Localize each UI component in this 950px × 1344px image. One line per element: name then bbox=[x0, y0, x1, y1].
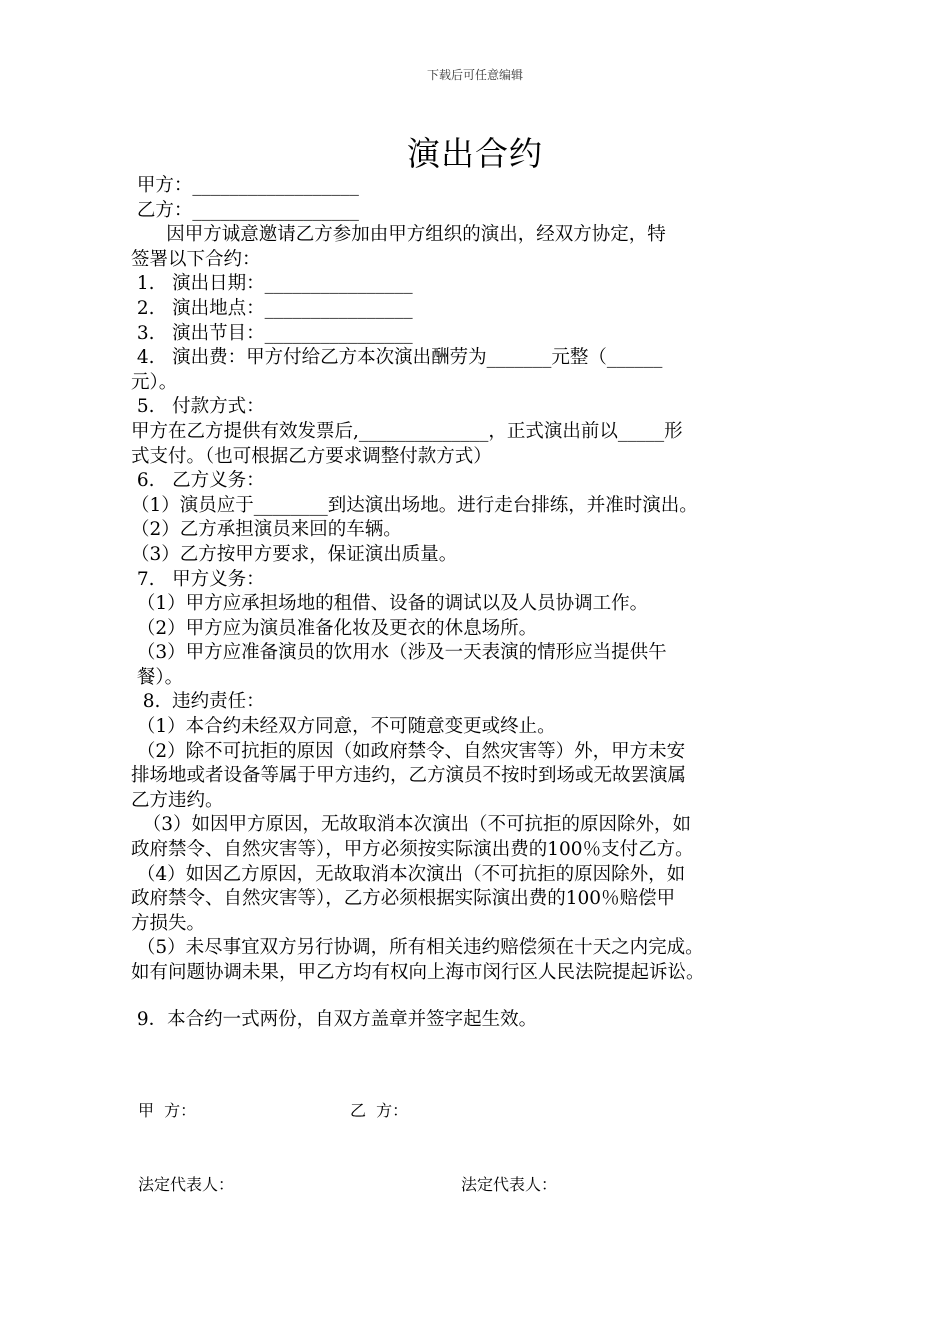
text-line: （2）除不可抗拒的原因（如政府禁令、自然灾害等）外，甲方未安 bbox=[131, 740, 686, 762]
page-header-note: 下载后可任意编辑 bbox=[426, 68, 523, 82]
text-line: 2. 演出地点：________________ bbox=[131, 297, 413, 319]
text-line: 乙方违约。 bbox=[131, 789, 224, 811]
party-a-label: 甲 方： bbox=[138, 1101, 197, 1120]
text-line: 4. 演出费：甲方付给乙方本次演出酬劳为_______元整（______ bbox=[131, 347, 663, 369]
text-line: （2）甲方应为演员准备化妆及更衣的休息场所。 bbox=[131, 617, 538, 639]
party-b-label: 乙 方： bbox=[350, 1101, 409, 1120]
text-line: 元）。 bbox=[131, 371, 178, 393]
text-line: 方损失。 bbox=[131, 912, 206, 934]
text-line: 式支付。（也可根据乙方要求调整付款方式） bbox=[131, 445, 492, 467]
representative-a-label: 法定代表人： bbox=[138, 1175, 235, 1194]
text-line: 5. 付款方式： bbox=[131, 396, 265, 418]
text-line: （3）乙方按甲方要求，保证演出质量。 bbox=[131, 543, 458, 565]
text-line: 8. 违约责任： bbox=[131, 691, 265, 713]
text-line: 餐）。 bbox=[131, 666, 184, 688]
text-line: 甲方在乙方提供有效发票后,______________，正式演出前以_____形 bbox=[131, 420, 683, 442]
text-line: （1）演员应于________到达演出场地。进行走台排练，并准时演出。 bbox=[131, 494, 698, 516]
text-line: 政府禁令、自然灾害等），乙方必须根据实际演出费的100％赔偿甲 bbox=[131, 888, 676, 910]
text-line: 如有问题协调未果，甲乙方均有权向上海市闵行区人民法院提起诉讼。 bbox=[131, 962, 705, 983]
text-line: 乙方：__________________ bbox=[131, 199, 359, 221]
contract-body bbox=[131, 174, 821, 1032]
text-line: （3）如因甲方原因，无故取消本次演出（不可抗拒的原因除外，如 bbox=[131, 814, 692, 836]
text-line: （5）未尽事宜双方另行协调，所有相关违约赔偿须在十天之内完成。 bbox=[131, 937, 704, 959]
representative-b-label: 法定代表人： bbox=[461, 1175, 558, 1194]
text-line: 甲方：__________________ bbox=[131, 175, 359, 196]
text-line: 签署以下合约： bbox=[131, 248, 261, 270]
clause-9: 9．本合约一式两份，自双方盖章并签字起生效。 bbox=[131, 1008, 538, 1030]
text-line: 3. 演出节目：________________ bbox=[131, 322, 413, 344]
text-line: 6. 乙方义务： bbox=[131, 470, 265, 492]
text-line: 因甲方诚意邀请乙方参加由甲方组织的演出，经双方协定，特 bbox=[131, 224, 666, 246]
text-line: （1）甲方应承担场地的租借、设备的调试以及人员协调工作。 bbox=[131, 593, 649, 615]
text-line: 7. 甲方义务： bbox=[131, 568, 265, 590]
text-line: （2）乙方承担演员来回的车辆。 bbox=[131, 519, 402, 541]
text-line: （3）甲方应准备演员的饮用水（涉及一天表演的情形应当提供午 bbox=[131, 642, 667, 664]
text-line: 政府禁令、自然灾害等），甲方必须按实际演出费的100％支付乙方。 bbox=[131, 839, 694, 861]
document-title: 演出合约 bbox=[407, 134, 543, 173]
text-line: 1. 演出日期：________________ bbox=[131, 273, 413, 295]
text-line: 排场地或者设备等属于甲方违约，乙方演员不按时到场或无故罢演属 bbox=[131, 765, 687, 787]
text-line: （1）本合约未经双方同意，不可随意变更或终止。 bbox=[131, 716, 556, 738]
text-line: （4）如因乙方原因，无故取消本次演出（不可抗拒的原因除外，如 bbox=[131, 863, 686, 885]
